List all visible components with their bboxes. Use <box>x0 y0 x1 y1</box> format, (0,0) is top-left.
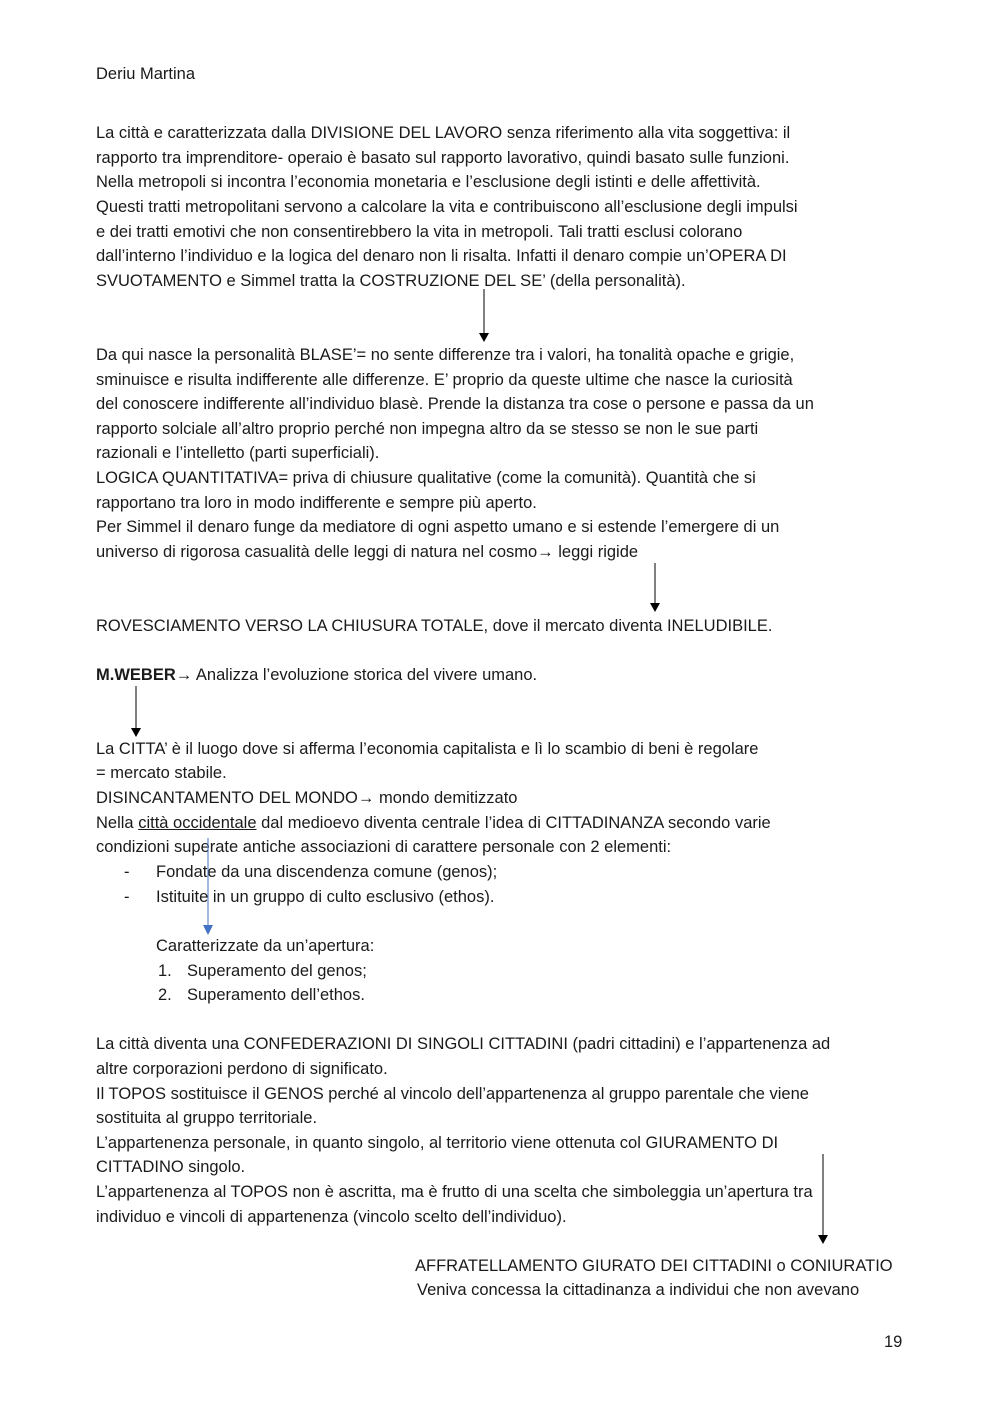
text-line: rapportano tra loro in modo indifferente e sempre più aperto. <box>96 494 537 512</box>
text-line: Per Simmel il denaro funge da mediatore di ogni aspetto umano e si estende l’emergere di un <box>96 518 780 536</box>
weber-line <box>96 663 537 687</box>
text-line: dall’interno l’individuo e la logica del denaro non li risalta. Infatti il denaro compie un’OPERA DI <box>96 247 787 265</box>
down-arrow-icon <box>130 686 142 738</box>
down-arrow-icon <box>649 563 661 613</box>
text-line: DISINCANTAMENTO DEL MONDO→ mondo demitizzato <box>96 789 518 807</box>
underlined-text: città occidentale <box>138 814 257 832</box>
text-line: individuo e vincoli di appartenenza (vincolo scelto dell’individuo). <box>96 1208 567 1226</box>
down-arrow-icon <box>478 289 490 343</box>
list-item: Superamento del genos; <box>187 962 367 980</box>
text-line: La città e caratterizzata dalla DIVISIONE DEL LAVORO senza riferimento alla vita soggettiva: il <box>96 124 791 142</box>
text-line: Nella metropoli si incontra l’economia monetaria e l’esclusione degli istinti e delle affettività. <box>96 173 761 191</box>
text-line: Da qui nasce la personalità BLASE’= no sente differenze tra i valori, ha tonalità opache e grigie, <box>96 346 795 364</box>
text-line: e dei tratti emotivi che non consentirebbero la vita in metropoli. Tali tratti esclusi colorano <box>96 223 743 241</box>
text-line: altre corporazioni perdono di significato. <box>96 1060 388 1078</box>
list-item: Istituite in un gruppo di culto esclusivo (ethos). <box>156 888 495 906</box>
bullet-marker: - <box>124 863 130 881</box>
text-line: sminuisce e risulta indifferente alle differenze. E’ proprio da queste ultime che nasce la curiosità <box>96 371 793 389</box>
page-number: 19 <box>884 1333 903 1351</box>
text-line: La CITTA’ è il luogo dove si afferma l’economia capitalista e lì lo scambio di beni è regolare <box>96 740 759 758</box>
text-line: CITTADINO singolo. <box>96 1158 246 1176</box>
text-line: SVUOTAMENTO e Simmel tratta la COSTRUZIONE DEL SE’ (della personalità). <box>96 272 686 290</box>
text-line: LOGICA QUANTITATIVA= priva di chiusure qualitative (come la comunità). Quantità che si <box>96 469 756 487</box>
text-line: Il TOPOS sostituisce il GENOS perché al vincolo dell’appartenenza al gruppo parentale che viene <box>96 1085 809 1103</box>
text-line: Questi tratti metropolitani servono a calcolare la vita e contribuiscono all’esclusione degli impulsi <box>96 198 798 216</box>
bullet-marker: - <box>124 888 130 906</box>
list-item: Superamento dell’ethos. <box>187 986 365 1004</box>
down-arrow-icon <box>817 1154 829 1245</box>
weber-name: M.WEBER <box>96 666 176 684</box>
text-line: sostituita al gruppo territoriale. <box>96 1109 318 1127</box>
text-line: Veniva concessa la cittadinanza a individui che non avevano <box>417 1281 860 1299</box>
text-line: universo di rigorosa casualità delle leggi di natura nel cosmo→ leggi rigide <box>96 543 639 561</box>
text-line: Caratterizzate da un’apertura: <box>156 937 375 955</box>
text-line: rapporto tra imprenditore- operaio è basato sul rapporto lavorativo, quindi basato sulle funzioni. <box>96 149 790 167</box>
text-line: rapporto solciale all’altro proprio perché non impegna altro da se stesso se non le sue parti <box>96 420 759 438</box>
text-line: AFFRATELLAMENTO GIURATO DEI CITTADINI o CONIURATIO <box>415 1257 893 1275</box>
text-line: = mercato stabile. <box>96 764 227 782</box>
list-item: Fondate da una discendenza comune (genos); <box>156 863 498 881</box>
text-line: L’appartenenza personale, in quanto singolo, al territorio viene ottenuta col GIURAMENTO DI <box>96 1134 779 1152</box>
down-arrow-icon <box>202 838 214 936</box>
text-line: La città diventa una CONFEDERAZIONI DI SINGOLI CITTADINI (padri cittadini) e l’appartenenza ad <box>96 1035 831 1053</box>
list-number: 2. <box>158 986 172 1004</box>
text-line: razionali e l’intelletto (parti superficiali). <box>96 444 380 462</box>
list-number: 1. <box>158 962 172 980</box>
text-line: condizioni superate antiche associazioni di carattere personale con 2 elementi: <box>96 838 672 856</box>
text-line: Nella città occidentale dal medioevo diventa centrale l’idea di CITTADINANZA secondo varie <box>96 814 771 832</box>
text-line: ROVESCIAMENTO VERSO LA CHIUSURA TOTALE, dove il mercato diventa INELUDIBILE. <box>96 617 773 635</box>
weber-text: → Analizza l’evoluzione storica del vivere umano. <box>175 666 538 684</box>
text-line: del conoscere indifferente all’individuo blasè. Prende la distanza tra cose o persone e passa da un <box>96 395 814 413</box>
text-line: L’appartenenza al TOPOS non è ascritta, ma è frutto di una scelta che simboleggia un’apertura tra <box>96 1183 813 1201</box>
author-name: Deriu Martina <box>96 65 196 83</box>
